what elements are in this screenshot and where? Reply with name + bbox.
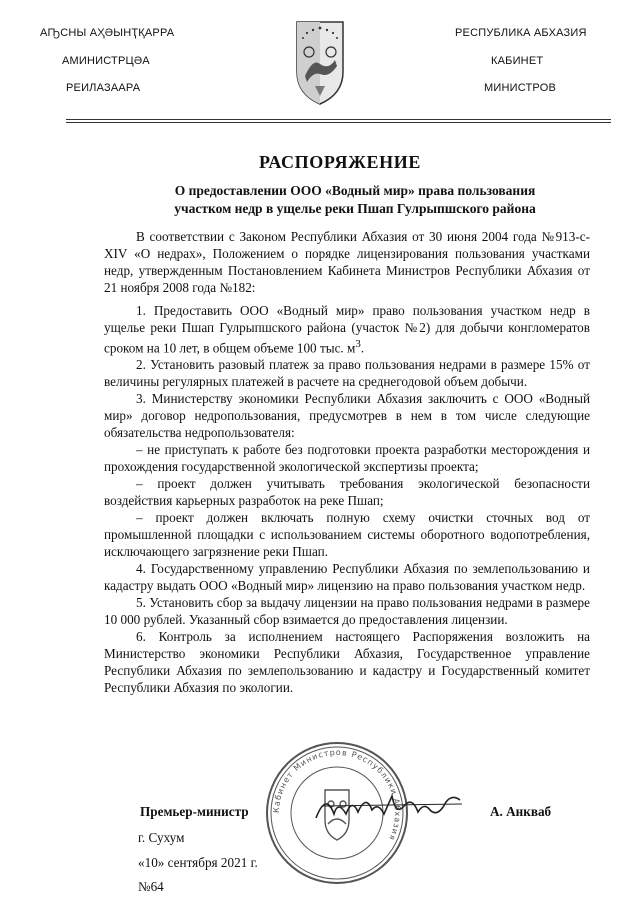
- obligation-item-2: – проект должен учитывать требования экологической безопасности воздействия карьерных разработок на реке Пшап;: [104, 476, 590, 509]
- header-russian-line-1: РЕСПУБЛИКА АБХАЗИЯ: [455, 27, 587, 39]
- subtitle-line-1: О предоставлении ООО «Водный мир» права пользования: [174, 183, 536, 198]
- paragraph-1-text: 1. Предоставить ООО «Водный мир» право пользования участком недр в ущелье реки Пшап Гулрыпшского района (участок №2) для добычи конгломератов сроком на 10 лет, в общем объеме 100 тыс. м: [104, 303, 590, 356]
- preamble-paragraph: В соответствии с Законом Республики Абхазия от 30 июня 2004 года №913-с-XIV «О недрах», Положением о порядке лицензирования пользования участками недр, утвержденным Постановлением Кабинета Министров Республики Абхазия от 21 ноября 2008 года №182:: [104, 229, 590, 295]
- issue-place: г. Сухум: [138, 830, 185, 845]
- handwritten-signature: [312, 788, 472, 824]
- paragraph-4: 4. Государственному управлению Республики Абхазия по землепользованию и кадастру выдать ООО «Водный мир» лицензию на право пользования участком недр.: [104, 561, 590, 594]
- header-abkhaz-line-1: АҦСНЫ АҲӘЫНҬҚАРРА: [40, 27, 175, 39]
- subtitle-line-2: участком недр в ущелье реки Пшап Гулрыпшского района: [174, 201, 536, 216]
- document-body: [104, 228, 590, 696]
- paragraph-5: 5. Установить сбор за выдачу лицензии на право пользования недрами в размере 10 000 рублей. Указанный сбор взимается до предоставления лицензии.: [104, 595, 590, 628]
- signatory-position: Премьер-министр: [140, 804, 249, 819]
- paragraph-1: [104, 302, 590, 356]
- header-rule-thick: [66, 119, 611, 120]
- paragraph-6: 6. Контроль за исполнением настоящего Распоряжения возложить на Министерство экономики Республики Абхазия, Государственное управление Республики Абхазия по землепользованию и кадастру и Государственный комитет Республики Абхазия по экологии.: [104, 629, 590, 696]
- obligation-item-3: – проект должен включать полную схему очистки сточных вод от промышленной площадки с использованием системы оборотного водопотребления, исключающего загрязнение реки Пшап.: [104, 510, 590, 560]
- header-russian-line-3: МИНИСТРОВ: [484, 82, 557, 94]
- issue-date: «10» сентября 2021 г.: [138, 855, 258, 870]
- paragraph-3: 3. Министерству экономики Республики Абхазия заключить с ООО «Водный мир» договор недропользования, предусмотрев в нем в том числе следующие обязательства недропользователя:: [104, 391, 590, 441]
- paragraph-2: 2. Установить разовый платеж за право пользования недрами в размере 15% от величины регулярных платежей в расчете на среднегодовой объем добычи.: [104, 357, 590, 390]
- state-emblem-icon: [293, 14, 347, 106]
- header-abkhaz-line-2: АМИНИСТРЦӘА: [62, 55, 150, 67]
- obligation-item-1: – не приступать к работе без подготовки проекта разработки месторождения и прохождения государственной экологической экспертизы проекта;: [104, 442, 590, 475]
- paragraph-1-end: .: [360, 340, 365, 356]
- header-rule-thin: [66, 122, 611, 123]
- cubic-superscript: 3: [355, 338, 361, 350]
- document-title: РАСПОРЯЖЕНИЕ: [259, 152, 421, 172]
- header-russian-line-2: КАБИНЕТ: [491, 55, 544, 67]
- signatory-name: А. Анкваб: [490, 804, 552, 819]
- seal-ring-text: Кабинет Министров Республики Абхазия: [271, 747, 403, 843]
- header-abkhaz-line-3: РЕИЛАЗААРА: [66, 82, 141, 94]
- document-number: №64: [138, 879, 164, 894]
- document-subtitle: [120, 182, 590, 218]
